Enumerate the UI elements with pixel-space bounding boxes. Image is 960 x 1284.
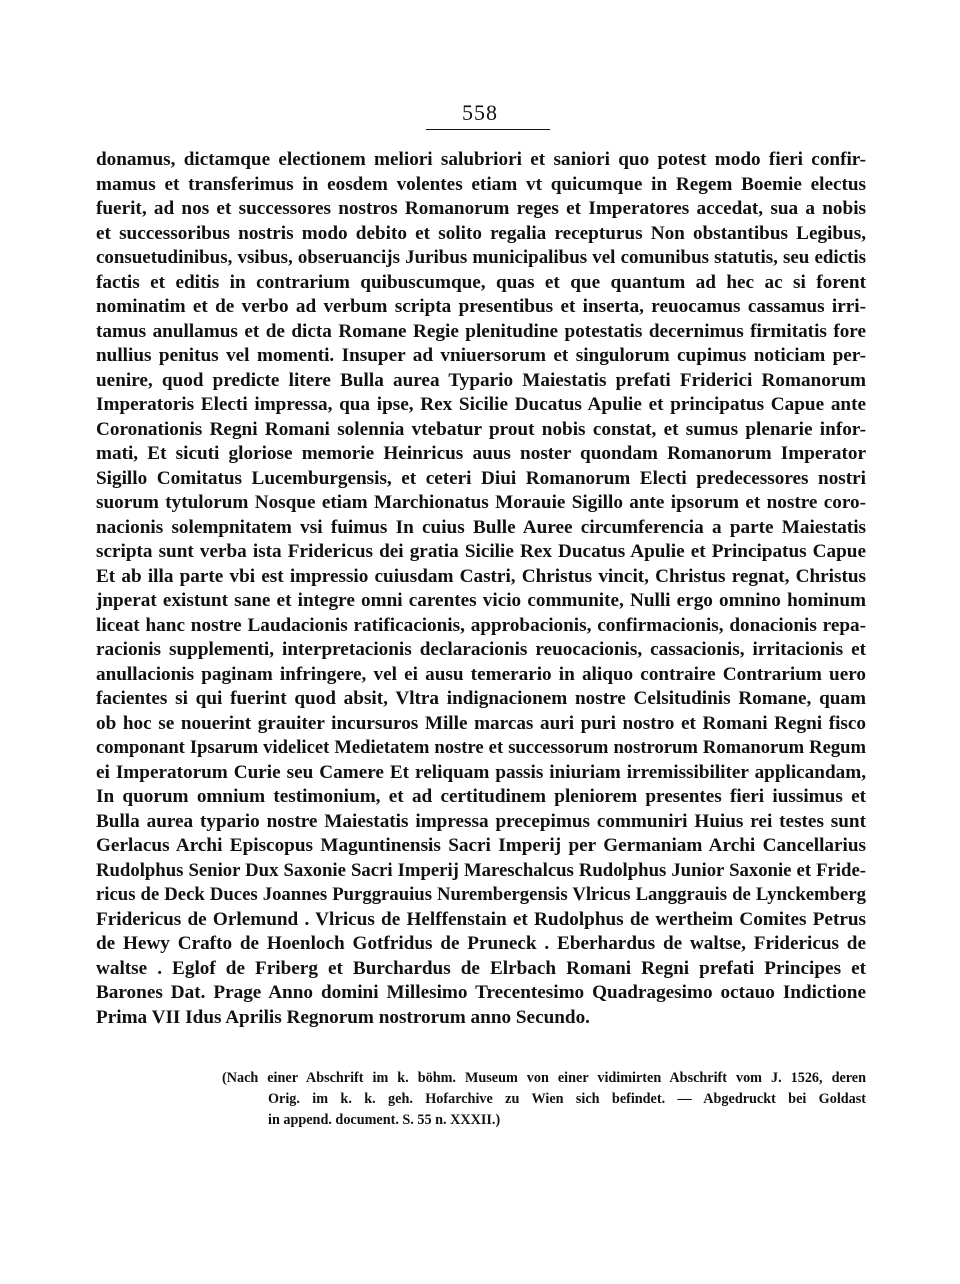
text-line: scripta sunt verba ista Fridericus dei gratia Sicilie Rex Ducatus Apulie et Principatus Capue: [96, 541, 866, 562]
text-line: racionis supplementi, interpretacionis declaracionis reuocacionis, cassacionis, irritacionis et: [96, 639, 866, 660]
text-line: Coronationis Regni Romani solennia vtebatur prout nobis constat, et sumus plenarie infor-: [96, 418, 866, 440]
text-line: fuerit, ad nos et successores nostros Romanorum reges et Imperatores accedat, sua a nobis: [96, 198, 866, 219]
text-line: Sigillo Comitatus Lucemburgensis, et ceteri Diui Romanorum Electi predecessores nostri: [96, 467, 866, 489]
header-rule: [426, 129, 550, 130]
text-line: mati, Et sicuti gloriose memorie Heinricus auus noster quondam Romanorum Imperator: [96, 443, 866, 464]
text-line: ob hoc se nouerint grauiter incursuros Mille marcas auri puri nostro et Romani Regni fisco: [96, 712, 866, 734]
text-line: mamus et transferimus in eosdem volentes etiam vt quicumque in Regem Boemie electus: [96, 173, 866, 195]
text-line: consuetudinibus, vsibus, obseruancijs Juribus municipalibus vel comunibus statutis, seu edictis: [96, 247, 866, 268]
text-line: waltse . Eglof de Friberg et Burchardus de Elrbach Romani Regni prefati Principes et: [96, 957, 866, 979]
text-line: nominatim et de verbo ad verbum scripta presentibus et inserta, reuocamus cassamus irri-: [96, 296, 866, 317]
text-line: Et ab illa parte vbi est impressio cuiusdam Castri, Christus vincit, Christus regnat, Christus: [96, 565, 866, 587]
body-text: [96, 148, 866, 1030]
text-line: Fridericus de Orlemund . Vlricus de Helffenstain et Rudolphus de wertheim Comites Petrus: [96, 908, 866, 930]
text-line: Gerlacus Archi Episcopus Maguntinensis Sacri Imperij per Germaniam Archi Cancellarius: [96, 835, 866, 856]
text-line: ricus de Deck Duces Joannes Purggrauius Nurembergensis Vlricus Langgrauis de Lynckemberg: [96, 884, 866, 905]
text-line: componant Ipsarum videlicet Medietatem nostre et successorum nostrorum Romanorum Regum: [96, 737, 866, 758]
text-line: nullius penitus vel momenti. Insuper ad vniuersorum et singulorum cupimus noticiam per-: [96, 345, 866, 366]
text-line: et successoribus nostris modo debito et solito regalia recepturus Non obstantibus Legibus,: [96, 222, 866, 244]
text-line: facientes si qui fuerint quod absit, Vltra indignacionem nostre Celsitudinis Romane, quam: [96, 688, 866, 709]
page-number: 558: [462, 100, 498, 125]
source-note: [222, 1068, 866, 1131]
text-line: nacionis solempnitatem vsi fuimus In cuius Bulle Auree circumferencia a parte Maiestatis: [96, 516, 866, 538]
text-line: jnperat existunt sane et integre omni carentes vicio communite, Nulli ergo omnino hominum: [96, 590, 866, 611]
text-line: Imperatoris Electi impressa, qua ipse, Rex Sicilie Ducatus Apulie et principatus Capue ante: [96, 394, 866, 415]
text-line: donamus, dictamque electionem meliori salubriori et saniori quo potest modo fieri confir-: [96, 149, 866, 170]
text-line: de Hewy Crafto de Hoenloch Gotfridus de Pruneck . Eberhardus de waltse, Fridericus de: [96, 933, 866, 954]
text-line: tamus anullamus et de dicta Romane Regie plenitudine potestatis decernimus firmitatis fore: [96, 320, 866, 342]
text-line: Barones Dat. Prage Anno domini Millesimo Trecentesimo Quadragesimo octauo Indictione: [96, 982, 866, 1003]
source-note-line: (Nach einer Abschrift im k. böhm. Museum von einer vidimirten Abschrift vom J. 1526, deren: [222, 1070, 866, 1086]
text-line: uenire, quod predicte litere Bulla aurea Typario Maiestatis prefati Friderici Romanorum: [96, 369, 866, 391]
text-line: liceat hanc nostre Laudacionis ratificacionis, approbacionis, confirmacionis, donacionis repa-: [96, 614, 866, 636]
text-line: ei Imperatorum Curie seu Camere Et reliquam passis iniuriam irremissibiliter applicandam,: [96, 761, 866, 783]
source-note-line: Orig. im k. k. geh. Hofarchive zu Wien sich befindet. — Abgedruckt bei Goldast: [268, 1091, 866, 1107]
text-line: anullacionis paginam infringere, vel ei ausu temerario in aliquo contraire Contrarium uero: [96, 663, 866, 685]
text-line: Rudolphus Senior Dux Saxonie Sacri Imperij Mareschalcus Rudolphus Junior Saxonie et Fride-: [96, 859, 866, 881]
text-line: factis et editis in contrarium quibuscumque, quas et que quantum ad hec ac si forent: [96, 271, 866, 293]
text-line: In quorum omnium testimonium, et ad certitudinem pleniorem presentes fieri iussimus et: [96, 786, 866, 807]
text-line: Bulla aurea typario nostre Maiestatis impressa precepimus communiri Huius rei testes sunt: [96, 810, 866, 832]
text-line: suorum tytulorum Nosque etiam Marchionatus Morauie Sigillo ante ipsorum et nostre coro-: [96, 492, 866, 513]
source-note-line: in append. document. S. 55 n. XXXII.): [268, 1112, 501, 1128]
text-line-last: Prima VII Idus Aprilis Regnorum nostrorum anno Secundo.: [96, 1006, 590, 1028]
